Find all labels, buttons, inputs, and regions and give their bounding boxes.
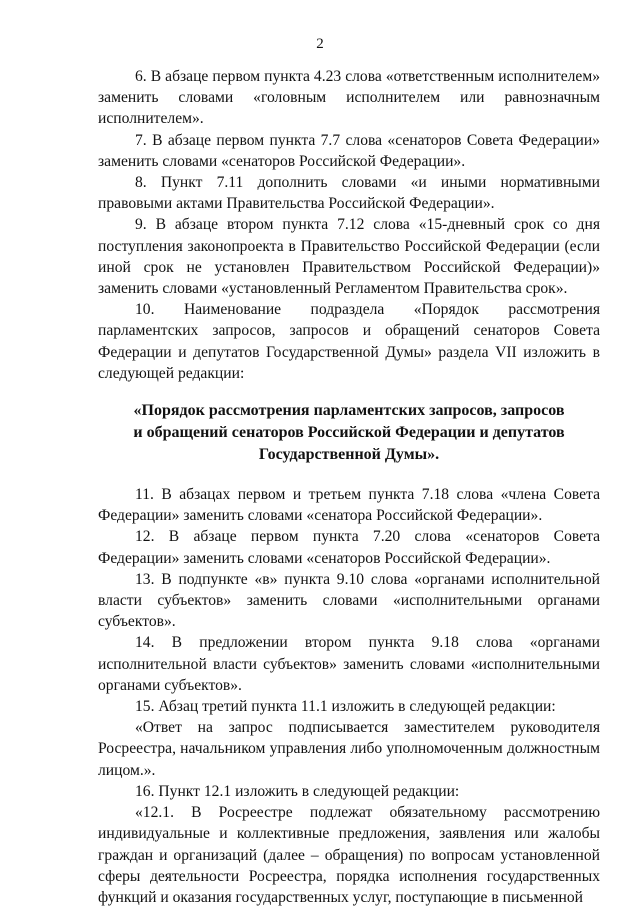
heading-line: Государственной Думы».	[258, 446, 440, 464]
paragraph-item-8: 8. Пункт 7.11 дополнить словами «и иными нормативными правовыми актами Правительства Российской Федерации».	[98, 174, 600, 213]
paragraph-item-10: 10. Наименование подраздела «Порядок рассмотрения парламентских запросов, запросов и обращений сенаторов Совета Федерации и депутатов Государственной Думы» раздела VII изложить в следующей редакции:	[98, 301, 600, 382]
paragraph-item-12: 12. В абзаце первом пункта 7.20 слова «сенаторов Совета Федерации» заменить словами «сенаторов Российской Федерации».	[98, 528, 600, 567]
paragraph-item-11: 11. В абзацах первом и третьем пункта 7.18 слова «члена Совета Федерации» заменить словами «сенатора Российской Федерации».	[98, 486, 600, 525]
quoted-text-12-1: «12.1. В Росреестре подлежат обязательному рассмотрению индивидуальные и коллективные предложения, заявления или жалобы граждан и организаций (далее – обращения) по вопросам установленной сферы деятельности Росреестра, порядка исполнения государственных функций и оказания государственных услуг, поступающие в письменной	[98, 804, 600, 906]
paragraph-item-7: 7. В абзаце первом пункта 7.7 слова «сенаторов Совета Федерации» заменить словами «сенаторов Российской Федерации».	[98, 131, 600, 170]
quoted-text-11-1: «Ответ на запрос подписывается заместителем руководителя Росреестра, начальником управления либо уполномоченным должностным лицом.».	[98, 719, 600, 779]
paragraph-item-13: 13. В подпункте «в» пункта 9.10 слова «органами исполнительной власти субъектов» заменить словами «исполнительными органами субъектов».	[98, 570, 600, 631]
paragraph-item-16: 16. Пункт 12.1 изложить в следующей редакции:	[135, 782, 460, 800]
heading-line: и обращений сенаторов Российской Федерации и депутатов	[133, 424, 565, 442]
subsection-heading	[98, 400, 600, 466]
paragraph-item-6: 6. В абзаце первом пункта 4.23 слова «ответственным исполнителем» заменить словами «головным исполнителем или равнозначным исполнителем».	[98, 68, 600, 128]
page-number: 2	[316, 36, 324, 52]
paragraph-item-9: 9. В абзаце втором пункта 7.12 слова «15-дневный срок со дня поступления законопроекта в Правительство Российской Федерации (если иной срок не установлен Правительством Российской Федерации)» заменить словами «установленный Регламентом Правительства срок».	[98, 216, 600, 298]
paragraph-item-14: 14. В предложении втором пункта 9.18 слова «органами исполнительной власти субъектов» заменить словами «исполнительными органами субъектов».	[98, 634, 600, 694]
document-body	[98, 66, 600, 908]
heading-line: «Порядок рассмотрения парламентских запросов, запросов	[133, 402, 565, 420]
paragraph-item-15: 15. Абзац третий пункта 11.1 изложить в следующей редакции:	[135, 698, 556, 716]
